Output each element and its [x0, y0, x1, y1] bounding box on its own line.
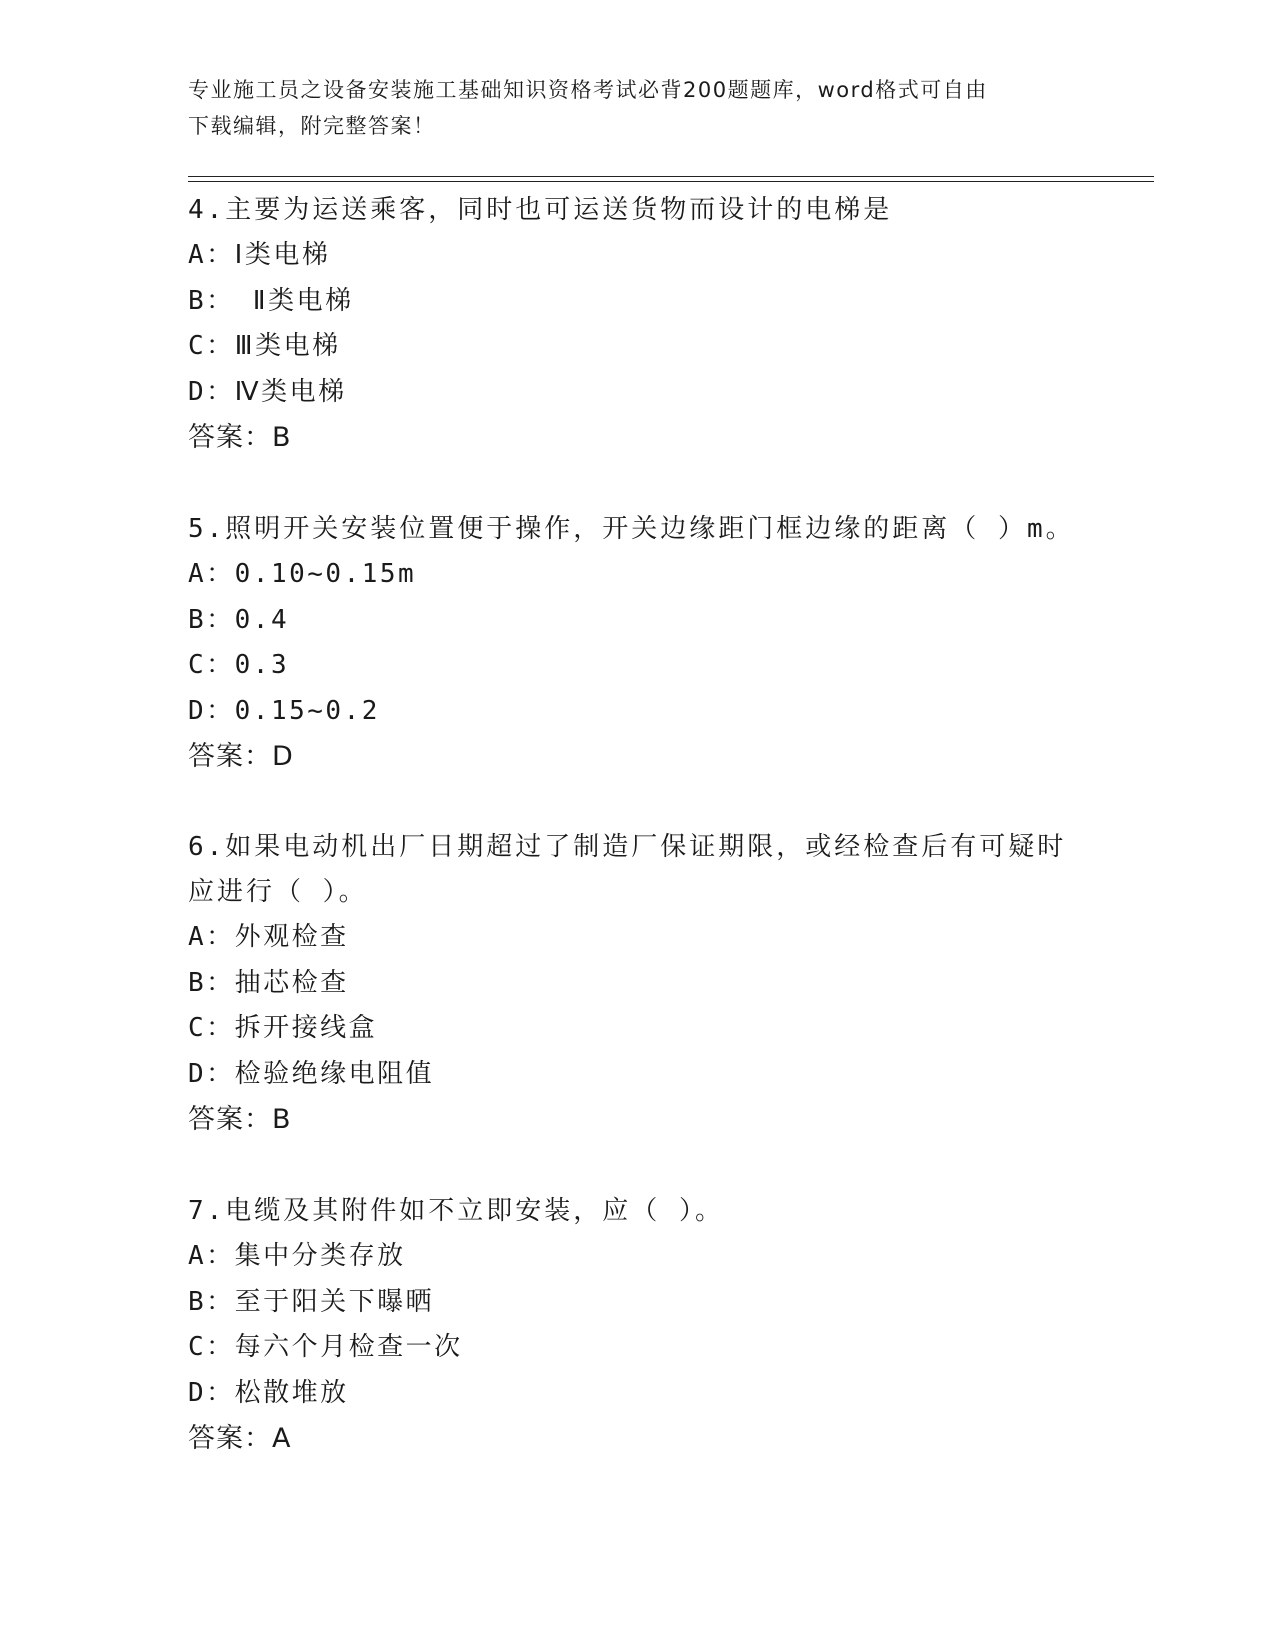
option-c: C：拆开接线盒 — [188, 1013, 378, 1043]
option-a: A：集中分类存放 — [188, 1241, 406, 1271]
question-stem: 7.电缆及其附件如不立即安装，应（ ）。 — [188, 1196, 724, 1226]
question-stem: 5.照明开关安装位置便于操作，开关边缘距门框边缘的距离（ ）m。 — [188, 514, 1075, 544]
answer: 答案：B — [188, 1104, 292, 1135]
option-c: C：每六个月检查一次 — [188, 1332, 463, 1362]
option-d: D：Ⅳ类电梯 — [188, 376, 347, 407]
header-divider-top — [188, 176, 1154, 177]
option-b: B： Ⅱ类电梯 — [188, 285, 354, 316]
question-6 — [188, 825, 1088, 1142]
option-b: B：至于阳关下曝晒 — [188, 1286, 435, 1317]
header-line-1: 专业施工员之设备安装施工基础知识资格考试必背200题题库，word格式可自由 — [188, 78, 988, 102]
document-header — [188, 72, 1088, 144]
header-line-2: 下载编辑，附完整答案！ — [188, 114, 436, 138]
option-c: C：Ⅲ类电梯 — [188, 331, 341, 361]
option-a: A：Ⅰ类电梯 — [188, 240, 331, 270]
question-4 — [188, 188, 1088, 460]
option-b: B：0.4 — [188, 604, 290, 635]
option-a: A：外观检查 — [188, 922, 349, 952]
option-a: A：0.10~0.15m — [188, 559, 417, 589]
option-d: D：检验绝缘电阻值 — [188, 1058, 435, 1089]
question-5 — [188, 507, 1088, 779]
option-b: B：抽芯检查 — [188, 967, 349, 998]
header-divider-bottom — [188, 181, 1154, 182]
answer: 答案：B — [188, 422, 292, 453]
answer: 答案：D — [188, 741, 294, 772]
option-c: C：0.3 — [188, 650, 290, 680]
question-7 — [188, 1189, 1088, 1461]
question-stem: 4.主要为运送乘客，同时也可运送货物而设计的电梯是 — [188, 195, 893, 225]
option-d: D：松散堆放 — [188, 1377, 349, 1408]
option-d: D：0.15~0.2 — [188, 695, 380, 726]
answer: 答案：A — [188, 1423, 292, 1454]
question-stem-line-2: 应进行（ ）。 — [188, 877, 368, 907]
question-stem-line-1: 6.如果电动机出厂日期超过了制造厂保证期限，或经检查后有可疑时 — [188, 832, 1067, 862]
